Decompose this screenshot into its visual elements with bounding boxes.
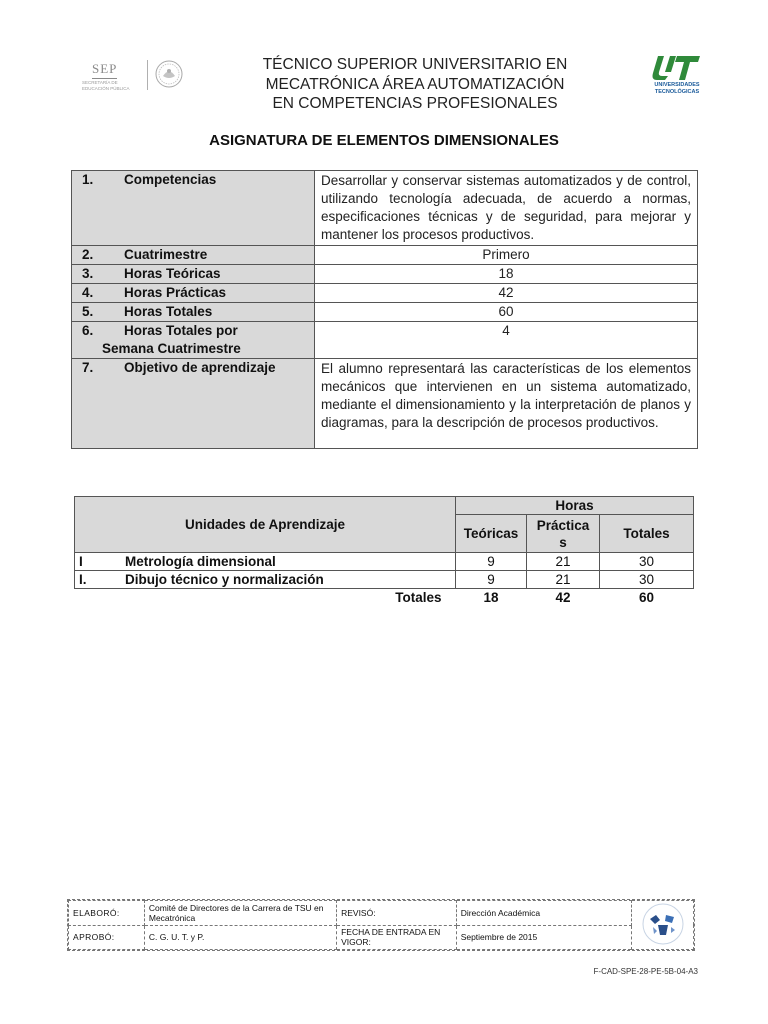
totals-row bbox=[75, 589, 694, 607]
totals-label: Totales bbox=[395, 590, 442, 605]
info-label: 2. Cuatrimestre bbox=[72, 246, 315, 265]
reviso-label: REVISÓ: bbox=[337, 901, 457, 926]
total-teoricas: 18 bbox=[483, 590, 499, 605]
table-row bbox=[75, 571, 694, 589]
table-row bbox=[72, 284, 698, 303]
unit-name: I Metrología dimensional bbox=[75, 553, 456, 571]
info-label: 7. Objetivo de aprendizaje bbox=[72, 359, 315, 449]
logo-divider bbox=[147, 60, 148, 90]
unit-teoricas: 9 bbox=[456, 553, 527, 571]
elaboro-label: ELABORÓ: bbox=[69, 901, 145, 926]
program-title-line: MECATRÓNICA ÁREA AUTOMATIZACIÓN bbox=[265, 75, 565, 93]
info-value: El alumno representará las características de los elementos mecánicos que intervienen en un sistema automatizado, mediante el dimensionamiento y la interpretación de planos y diagramas, para la descripción de procesos productivos. bbox=[315, 359, 698, 449]
aprobo-label: APROBÓ: bbox=[69, 925, 145, 950]
unit-totales: 30 bbox=[600, 571, 694, 589]
table-row bbox=[72, 171, 698, 246]
info-label: 4. Horas Prácticas bbox=[72, 284, 315, 303]
unit-teoricas: 9 bbox=[456, 571, 527, 589]
info-label: 5. Horas Totales bbox=[72, 303, 315, 322]
program-title-line: EN COMPETENCIAS PROFESIONALES bbox=[272, 95, 558, 112]
info-label: 3. Horas Teóricas bbox=[72, 265, 315, 284]
table-row bbox=[72, 246, 698, 265]
info-value: Desarrollar y conservar sistemas automatizados y de control, utilizando tecnología adecuada, de acuerdo a normas, especificaciones técnicas y de seguridad, para mejorar y mantener los procesos productivos. bbox=[315, 171, 698, 246]
ut-logo-subtext: UNIVERSIDADES TECNOLÓGICAS bbox=[654, 82, 700, 95]
table-row bbox=[72, 322, 698, 359]
fecha-label: FECHA DE ENTRADA EN VIGOR: bbox=[337, 925, 457, 950]
table-row bbox=[72, 303, 698, 322]
table-row bbox=[72, 265, 698, 284]
table-row bbox=[75, 553, 694, 571]
fecha-value: Septiembre de 2015 bbox=[456, 925, 631, 950]
col-header-practicas: Práctica s bbox=[527, 515, 600, 553]
institution-seal-icon bbox=[636, 901, 690, 947]
sep-logo-text: SEP bbox=[92, 61, 117, 79]
elaboro-value: Comité de Directores de la Carrera de TSU en Mecatrónica bbox=[144, 901, 336, 926]
ut-logo-mark-icon bbox=[646, 54, 708, 82]
info-value: 60 bbox=[315, 303, 698, 322]
info-value: 18 bbox=[315, 265, 698, 284]
program-title-line: TÉCNICO SUPERIOR UNIVERSITARIO EN bbox=[262, 56, 568, 73]
info-label: 6. Horas Totales por Semana Cuatrimestre bbox=[72, 322, 315, 359]
unit-name: I. Dibujo técnico y normalización bbox=[75, 571, 456, 589]
program-title bbox=[230, 55, 600, 114]
table-header-row bbox=[75, 497, 694, 515]
footer-logo-cell bbox=[632, 901, 694, 950]
total-practicas: 42 bbox=[555, 590, 571, 605]
col-header-teoricas: Teóricas bbox=[456, 515, 527, 553]
col-header-totales: Totales bbox=[600, 515, 694, 553]
subject-info-table bbox=[71, 170, 698, 449]
table-row bbox=[69, 925, 694, 950]
sep-logo bbox=[76, 56, 188, 94]
table-row bbox=[72, 359, 698, 449]
info-value: 42 bbox=[315, 284, 698, 303]
total-totales: 60 bbox=[638, 590, 655, 605]
info-label: 1. Competencias bbox=[72, 171, 315, 246]
unit-practicas: 21 bbox=[527, 571, 600, 589]
info-value: 4 bbox=[315, 322, 698, 359]
unit-totales: 30 bbox=[600, 553, 694, 571]
national-seal-icon bbox=[154, 59, 184, 89]
document-code: F-CAD-SPE-28-PE-5B-04-A3 bbox=[593, 967, 698, 976]
table-row bbox=[69, 901, 694, 926]
info-value: Primero bbox=[315, 246, 698, 265]
sep-logo-subtext: SECRETARÍA DE EDUCACIÓN PÚBLICA bbox=[82, 80, 130, 91]
col-header-unidades: Unidades de Aprendizaje bbox=[75, 497, 456, 553]
learning-units-table bbox=[74, 496, 694, 606]
col-header-horas: Horas bbox=[456, 497, 694, 515]
approval-footer bbox=[67, 899, 695, 951]
unit-practicas: 21 bbox=[527, 553, 600, 571]
reviso-value: Dirección Académica bbox=[456, 901, 631, 926]
aprobo-value: C. G. U. T. y P. bbox=[144, 925, 336, 950]
ut-logo bbox=[646, 54, 708, 98]
ut-logo-text: UT bbox=[677, 71, 679, 72]
subject-title: ASIGNATURA DE ELEMENTOS DIMENSIONALES bbox=[209, 132, 559, 149]
